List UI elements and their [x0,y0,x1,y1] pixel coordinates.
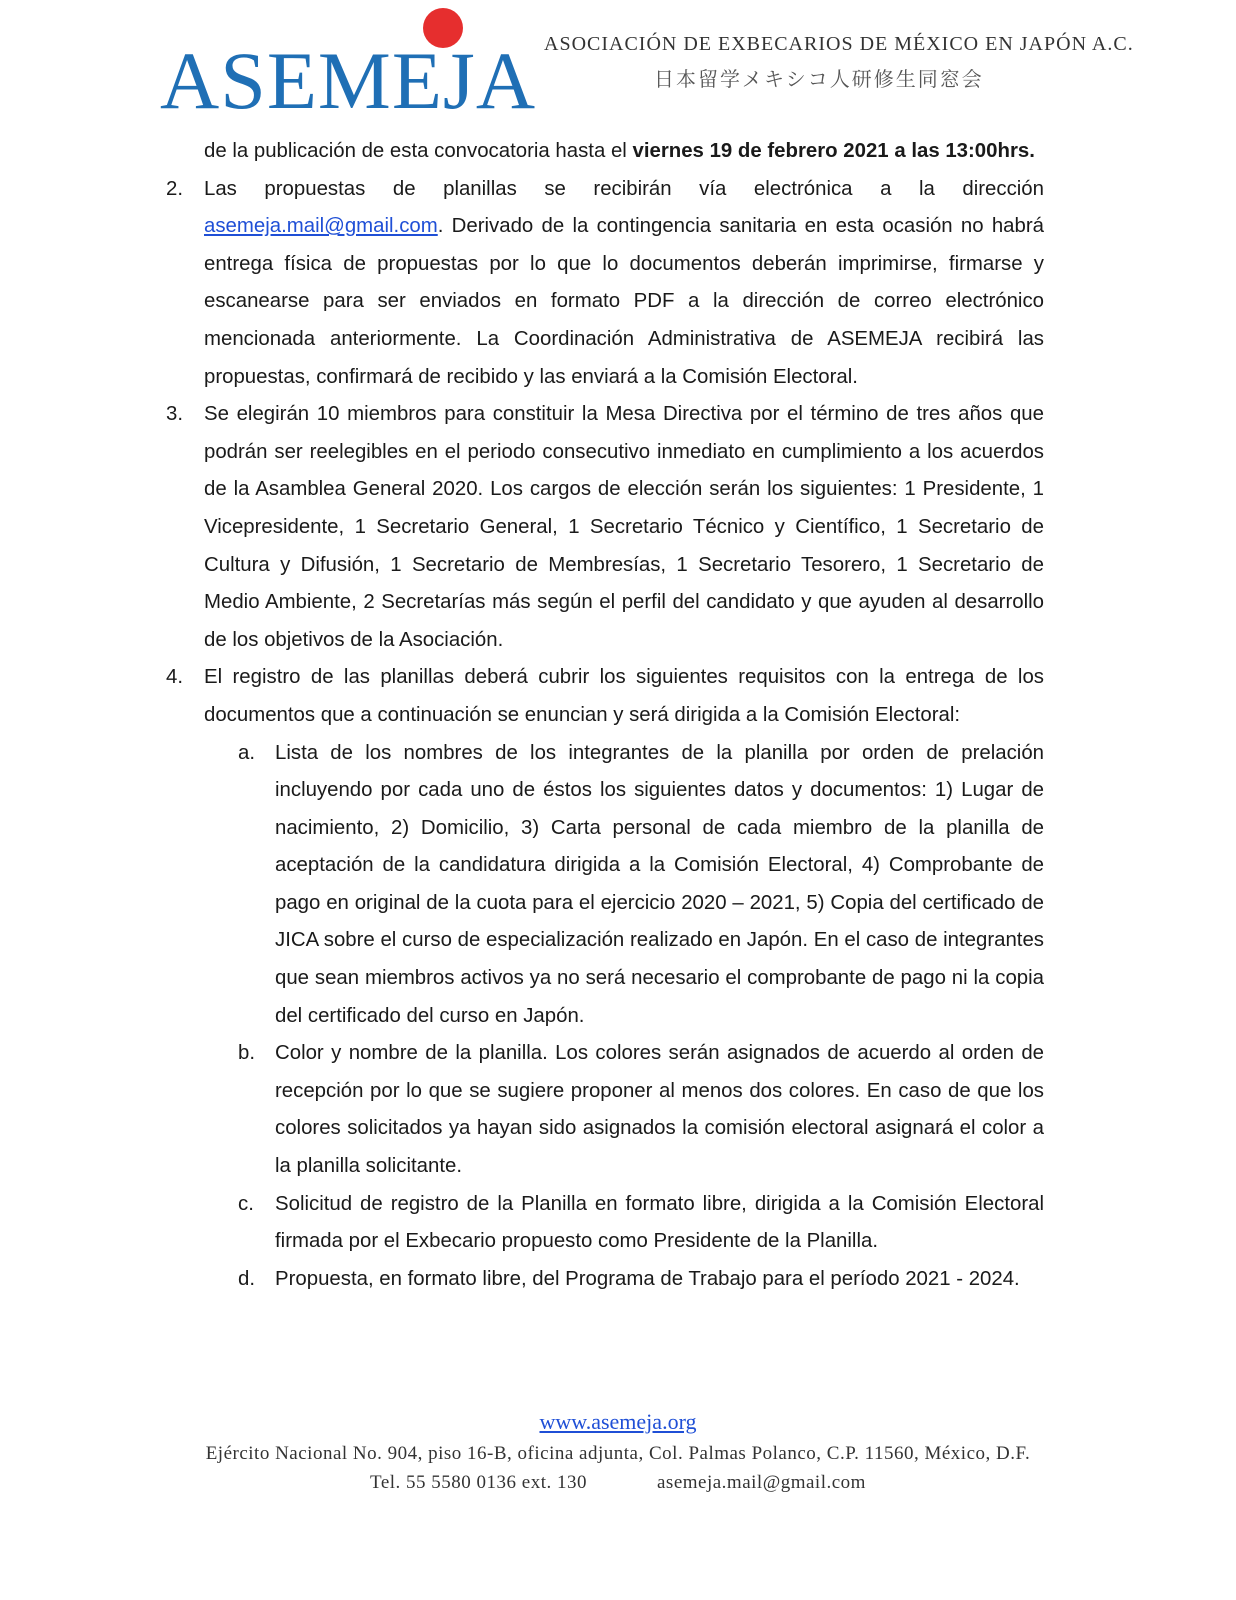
org-name: ASOCIACIÓN DE EXBECARIOS DE MÉXICO EN JAPÓN A.C. [544,33,1134,55]
list-item [166,171,1044,397]
item-number: 3. [166,403,184,426]
sub-item-text: Propuesta, en formato libre, del Programa de Trabajo para el período 2021 - 2024. [275,1267,1020,1290]
sub-list-item [166,1186,1044,1261]
org-name-japanese: 日本留学メキシコ人研修生同窓会 [654,67,984,91]
letterhead [0,0,1236,140]
footer [0,1405,1236,1497]
footer-address: Ejército Nacional No. 904, piso 16-B, oficina adjunta, Col. Palmas Polanco, C.P. 11560, México, D.F. [205,1443,1031,1464]
list-item [166,659,1044,734]
item-text: Se elegirán 10 miembros para constituir la Mesa Directiva por el término de tres años que podrán ser reelegibles en el periodo consecutivo inmediato en cumplimiento a los acuerdos de la Asamblea General 2020. Los cargos de elección serán los siguientes: 1 Presidente, 1 Vicepresidente, 1 Secretario General, 1 Secretario Técnico y Científico, 1 Secretario de Cultura y Difusión, 1 Secretario de Membresías, 1 Secretario Tesorero, 1 Secretario de Medio Ambiente, 2 Secretarías más según el perfil del candidato y que ayuden al desarrollo de los objetivos de la Asociación. [204,403,1044,651]
document-body [166,133,1044,1298]
sub-item-letter: d. [238,1267,256,1290]
logo-text: ASEMEJA [160,35,537,126]
asemeja-logo [160,8,537,133]
sub-item-letter: b. [238,1042,256,1065]
sub-item-text: Solicitud de registro de la Planilla en formato libre, dirigida a la Comisión Electoral firmada por el Exbecario propuesto como Presidente de la Planilla. [275,1192,1044,1253]
item-text: Las propuestas de planillas se recibirán vía electrónica a la dirección [204,177,1044,200]
sub-item-text: Color y nombre de la planilla. Los colores serán asignados de acuerdo al orden de recepción por lo que se sugiere proponer al menos dos colores. En caso de que los colores solicitados ya hayan sido asignados la comisión electoral asignará el color a la planilla solicitante. [275,1042,1044,1178]
sub-item-text: Lista de los nombres de los integrantes de la planilla por orden de prelación incluyendo por cada uno de éstos los siguientes datos y documentos: 1) Lugar de nacimiento, 2) Domicilio, 3) Carta personal de cada miembro de la planilla de aceptación de la candidatura dirigida a la Comisión Electoral, 4) Comprobante de pago en original de la cuota para el ejercicio 2020 – 2021, 5) Copia del certificado de JICA sobre el curso de especialización realizado en Japón. En el caso de integrantes que sean miembros activos ya no será necesario el comprobante de pago ni la copia del certificado del curso en Japón. [275,741,1044,1027]
sub-list-item [166,735,1044,1036]
item-number: 4. [166,666,184,689]
intro-text: de la publicación de esta convocatoria hasta el [204,140,633,162]
footer-phone: Tel. 55 5580 0136 ext. 130 [370,1472,587,1493]
footer-email: asemeja.mail@gmail.com [657,1472,866,1493]
email-link[interactable]: asemeja.mail@gmail.com [204,215,438,238]
sub-list-item [166,1035,1044,1185]
item-text: . Derivado de la contingencia sanitaria en esta ocasión no habrá entrega física de propuestas por lo que lo documentos deberán imprimirse, firmarse y escanearse para ser enviados en formato PDF a la dirección de correo electrónico mencionada anteriormente. La Coordinación Administrativa de ASEMEJA recibirá las propuestas, confirmará de recibido y las enviará a la Comisión Electoral. [204,215,1044,388]
item-number: 2. [166,177,184,200]
intro-paragraph [166,133,1044,171]
website-link[interactable]: www.asemeja.org [539,1409,697,1434]
list-item [166,396,1044,659]
item-text: El registro de las planillas deberá cubrir los siguientes requisitos con la entrega de los documentos que a continuación se enuncian y será dirigida a la Comisión Electoral: [204,666,1044,726]
sub-item-letter: c. [238,1192,254,1215]
sub-list-item [166,1261,1044,1299]
deadline-text: viernes 19 de febrero 2021 a las 13:00hrs. [632,140,1035,162]
sub-item-letter: a. [238,741,256,764]
footer-contact [0,1468,1236,1497]
